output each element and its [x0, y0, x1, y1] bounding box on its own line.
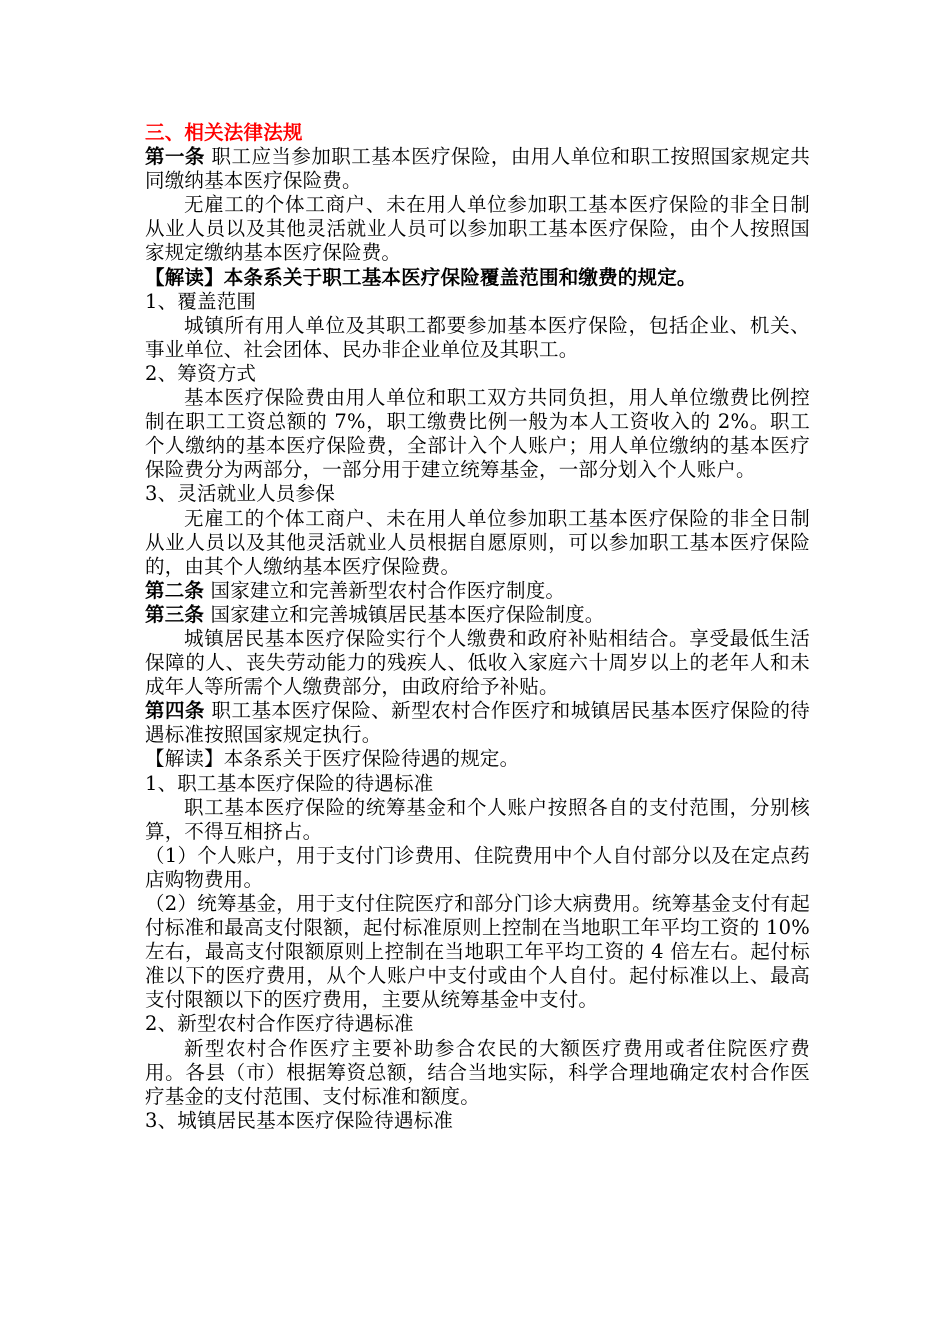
- interpretation-heading: 【解读】本条系关于医疗保险待遇的规定。: [145, 747, 520, 771]
- item-title: 1、覆盖范围: [145, 289, 257, 313]
- paragraph: 新型农村合作医疗主要补助参合农民的大额医疗费用或者住院医疗费用。各县（市）根据筹资总额，结合当地实际，科学合理地确定农村合作医疗基金的支付范围、支付标准和额度。: [145, 1036, 810, 1108]
- document-body: [145, 121, 810, 1133]
- item-title: 3、灵活就业人员参保: [145, 482, 335, 506]
- paragraph: 职工基本医疗保险的统筹基金和个人账户按照各自的支付范围，分别核算，不得互相挤占。: [145, 795, 810, 843]
- item-title: 1、职工基本医疗保险的待遇标准: [145, 771, 434, 795]
- article-4: [145, 699, 810, 747]
- item-title: 2、筹资方式: [145, 361, 257, 385]
- interpretation-heading: 【解读】本条系关于职工基本医疗保险覆盖范围和缴费的规定。: [145, 265, 697, 289]
- article-1: [145, 145, 810, 193]
- article-label: 第三条: [145, 602, 205, 626]
- section-title: 三、相关法律法规: [145, 121, 303, 144]
- article-text: 国家建立和完善城镇居民基本医疗保险制度。: [204, 602, 605, 626]
- article-label: 第二条: [145, 578, 205, 602]
- paragraph: 无雇工的个体工商户、未在用人单位参加职工基本医疗保险的非全日制从业人员以及其他灵活就业人员根据自愿原则，可以参加职工基本医疗保险的，由其个人缴纳基本医疗保险费。: [145, 506, 810, 578]
- article-label: 第四条: [145, 699, 205, 723]
- sub-item: （1）个人账户，用于支付门诊费用、住院费用中个人自付部分以及在定点药店购物费用。: [145, 843, 810, 891]
- article-3: [145, 603, 810, 627]
- paragraph: 城镇所有用人单位及其职工都要参加基本医疗保险，包括企业、机关、事业单位、社会团体、民办非企业单位及其职工。: [145, 313, 810, 361]
- article-2: [145, 579, 810, 603]
- article-text: 职工应当参加职工基本医疗保险，由用人单位和职工按照国家规定共同缴纳基本医疗保险费。: [145, 145, 810, 193]
- paragraph: 城镇居民基本医疗保险实行个人缴费和政府补贴相结合。享受最低生活保障的人、丧失劳动能力的残疾人、低收入家庭六十周岁以上的老年人和未成年人等所需个人缴费部分，由政府给予补贴。: [145, 626, 810, 699]
- item-title: 3、城镇居民基本医疗保险待遇标准: [145, 1108, 454, 1132]
- item-title: 2、新型农村合作医疗待遇标准: [145, 1012, 414, 1036]
- sub-item: （2）统筹基金，用于支付住院医疗和部分门诊大病费用。统筹基金支付有起付标准和最高支付限额，起付标准原则上控制在当地职工年平均工资的 10%左右，最高支付限额原则上控制在当地职工年平均工资的 4 倍左右。起付标准以下的医疗费用，从个人账户中支付或由个人自付。起付标准以上、最高支付限额以下的医疗费用，主要从统筹基金中支付。: [145, 892, 810, 1012]
- paragraph: 无雇工的个体工商户、未在用人单位参加职工基本医疗保险的非全日制从业人员以及其他灵活就业人员可以参加职工基本医疗保险，由个人按照国家规定缴纳基本医疗保险费。: [145, 193, 810, 265]
- article-label: 第一条: [145, 145, 205, 169]
- article-text: 职工基本医疗保险、新型农村合作医疗和城镇居民基本医疗保险的待遇标准按照国家规定执行。: [145, 699, 810, 747]
- paragraph: 基本医疗保险费由用人单位和职工双方共同负担，用人单位缴费比例控制在职工工资总额的 7%，职工缴费比例一般为本人工资收入的 2%。职工个人缴纳的基本医疗保险费，全部计入个人账户；用人单位缴纳的基本医疗保险费分为两部分，一部分用于建立统筹基金，一部分划入个人账户。: [145, 386, 810, 482]
- article-text: 国家建立和完善新型农村合作医疗制度。: [204, 578, 566, 602]
